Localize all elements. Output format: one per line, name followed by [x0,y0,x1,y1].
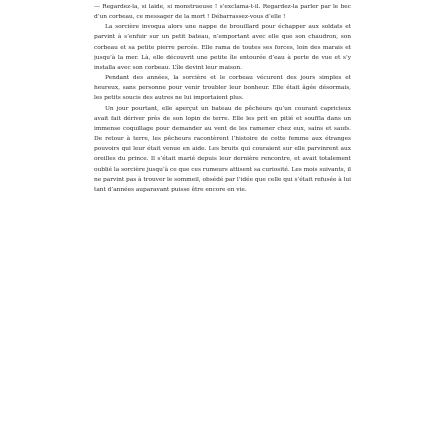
paragraph-2: La sorcière invoqua alors une nappe de brouillard pour échapper aux soldats et parvint à s’enfuir sur un petit bateau, n’emportant avec elle que son chaudron, son corbeau et sa petite pierre percée. Elle rama de toutes ses forces, loin des marais et jusqu’à la mer. Là, elle découvrit une petite île entourée d’eau à perte de vue et s’y installa avec son corbeau. L’île devint leur maison. [94,24,351,71]
paragraph-4: Un jour pourtant, elle aperçut un bateau de pêcheurs qu’un courant capricieux avait fait dériver près de son lopin de terre. Elle les prit en pitié et souffla dans un immense coquillage pour demander au vent de les ramener chez eux, sains et saufs. De retour à terre, les pêcheurs racontèrent l’histoire de cette femme aux étranges pouvoirs qui leur était venue en aide. Les bruits qui couraient sur elle parvinrent aux oreilles du prince. Il s’était marié depuis leur dernière rencontre, et avait totalement oublié la sorcière jusqu’à ce que ces rumeurs attisent sa curiosité. Les mois suivants, il ne parvint pas à trouver le sommeil, obsédé par l’idée que celle qui s’était refusée à lui tant d’années auparavant puisse être encore en vie. [94,105,351,193]
paragraph-1: — Regardez-la, si laide, si monstrueuse ! s’exclama-t-il. Regardez-la parler par le bec d’un corbeau, ce messager de la mort ! Débarrassez-vous d’elle ! [94,4,351,21]
paragraph-3: Pendant des années, la sorcière et le corbeau vécurent des jours simples et heureux, sans personne pour venir troubler leur bonheur. Elle était âgée désormais, les petits soucis des autres ne lui importaient plus. [94,75,351,102]
book-page [94,2,351,435]
